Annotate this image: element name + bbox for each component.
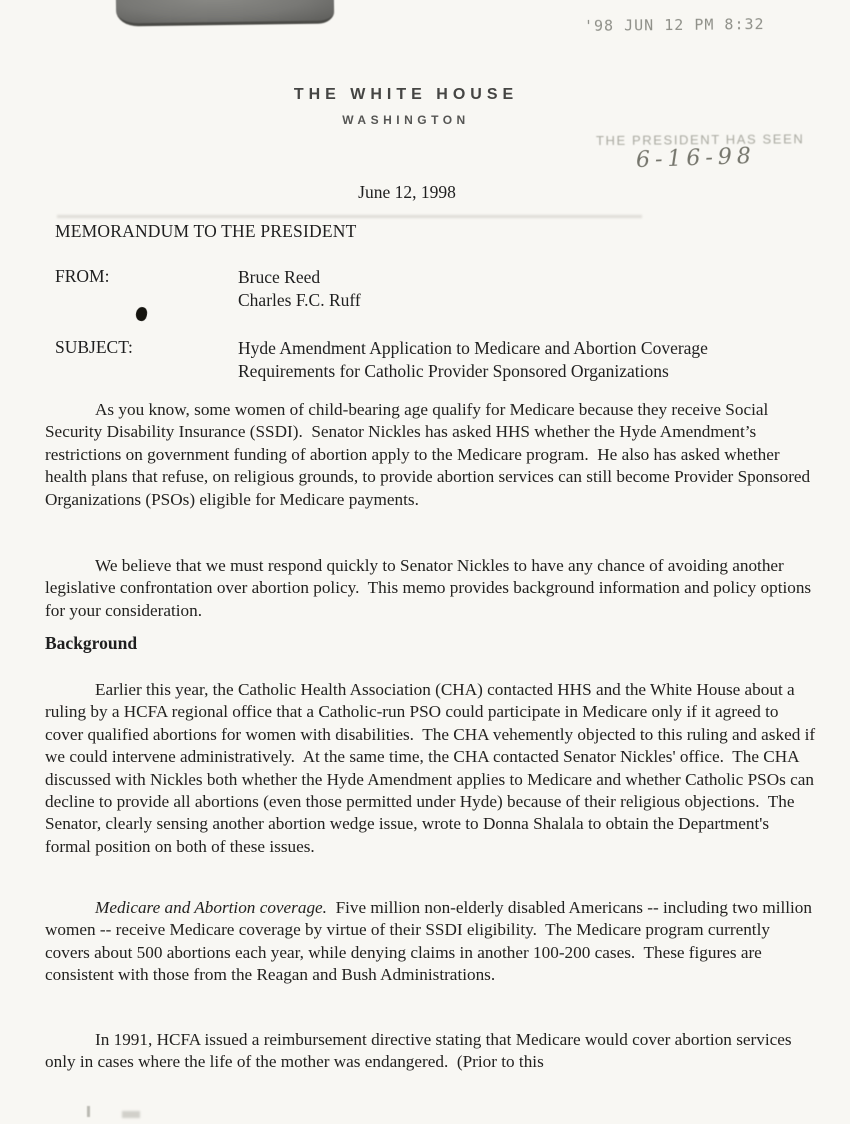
president-has-seen-stamp: THE PRESIDENT HAS SEEN	[595, 131, 805, 149]
paragraph-3: Earlier this year, the Catholic Health Association (CHA) contacted HHS and the White House about a ruling by a HCFA regional office that a Catholic-run PSO could participate in Medicare only if it agreed to cover qualified abortions for women with disabilities. The CHA vehemently objected to this ruling and asked if we could intervene administratively. At the same time, the CHA contacted Senator Nickles' office. The CHA discussed with Nickles both whether the Hyde Amendment applies to Medicare and whether Catholic PSOs can decline to provide all abortions (even those permitted under Hyde) because of their religious objections. The Senator, clearly sensing another abortion wedge issue, wrote to Donna Shalala to obtain the Department's formal position on both of these issues.	[45, 680, 820, 856]
ink-dot-artifact	[135, 306, 149, 322]
letterhead-line1: THE WHITE HOUSE	[293, 86, 519, 103]
from-label: FROM:	[55, 266, 110, 286]
paragraph-2: We believe that we must respond quickly to Senator Nickles to have any chance of avoiding another legislative confrontation over abortion policy. This memo provides background information and policy options for your consideration.	[45, 556, 816, 620]
handwritten-seen-date: 6-16-98	[635, 143, 757, 174]
section-heading-background: Background	[45, 633, 138, 653]
from-name-2: Charles F.C. Ruff	[238, 289, 361, 310]
paragraph-4-italic-lead: Medicare and Abortion coverage.	[95, 898, 327, 917]
received-timestamp-stamp: '98 JUN 12 PM 8:32	[583, 15, 765, 35]
paragraph-4-rest: Five million non-elderly disabled Americans -- including two million women -- receive Medicare coverage by virtue of their SSDI eligibility. The Medicare program currently covers about 500 abortions each year, while denying claims in another 100-200 cases. These figures are consistent with those from the Reagan and Bush Administrations.	[45, 898, 817, 985]
paragraph-1: As you know, some women of child-bearing age qualify for Medicare because they receive Social Security Disability Insurance (SSDI). Senator Nickles has asked HHS whether the Hyde Amendment’s restrictions on government funding of abortion apply to the Medicare program. He also has asked whether health plans that refuse, on religious grounds, to provide abortion services can still become Provider Sponsored Organizations (PSOs) eligible for Medicare payments.	[45, 400, 815, 509]
subject-text: Hyde Amendment Application to Medicare and Abortion Coverage Requirements for Catholic Provider Sponsored Organizations	[238, 338, 708, 381]
memo-date: June 12, 1998	[358, 182, 456, 202]
letterhead-line2: WASHINGTON	[342, 113, 470, 127]
scan-artifact-bottom-2	[122, 1111, 140, 1118]
scan-artifact-bottom-1	[87, 1106, 90, 1117]
memo-title: MEMORANDUM TO THE PRESIDENT	[55, 221, 357, 241]
letterhead	[0, 86, 812, 127]
from-names	[238, 266, 361, 311]
scan-artifact-blob	[116, 0, 335, 27]
subject-label: SUBJECT:	[55, 337, 133, 357]
scan-smudge	[57, 215, 642, 218]
paragraph-4	[45, 897, 817, 987]
paragraph-5: In 1991, HCFA issued a reimbursement directive stating that Medicare would cover abortion services only in cases where the life of the mother was endangered. (Prior to this	[45, 1030, 796, 1072]
from-name-1: Bruce Reed	[238, 267, 321, 287]
